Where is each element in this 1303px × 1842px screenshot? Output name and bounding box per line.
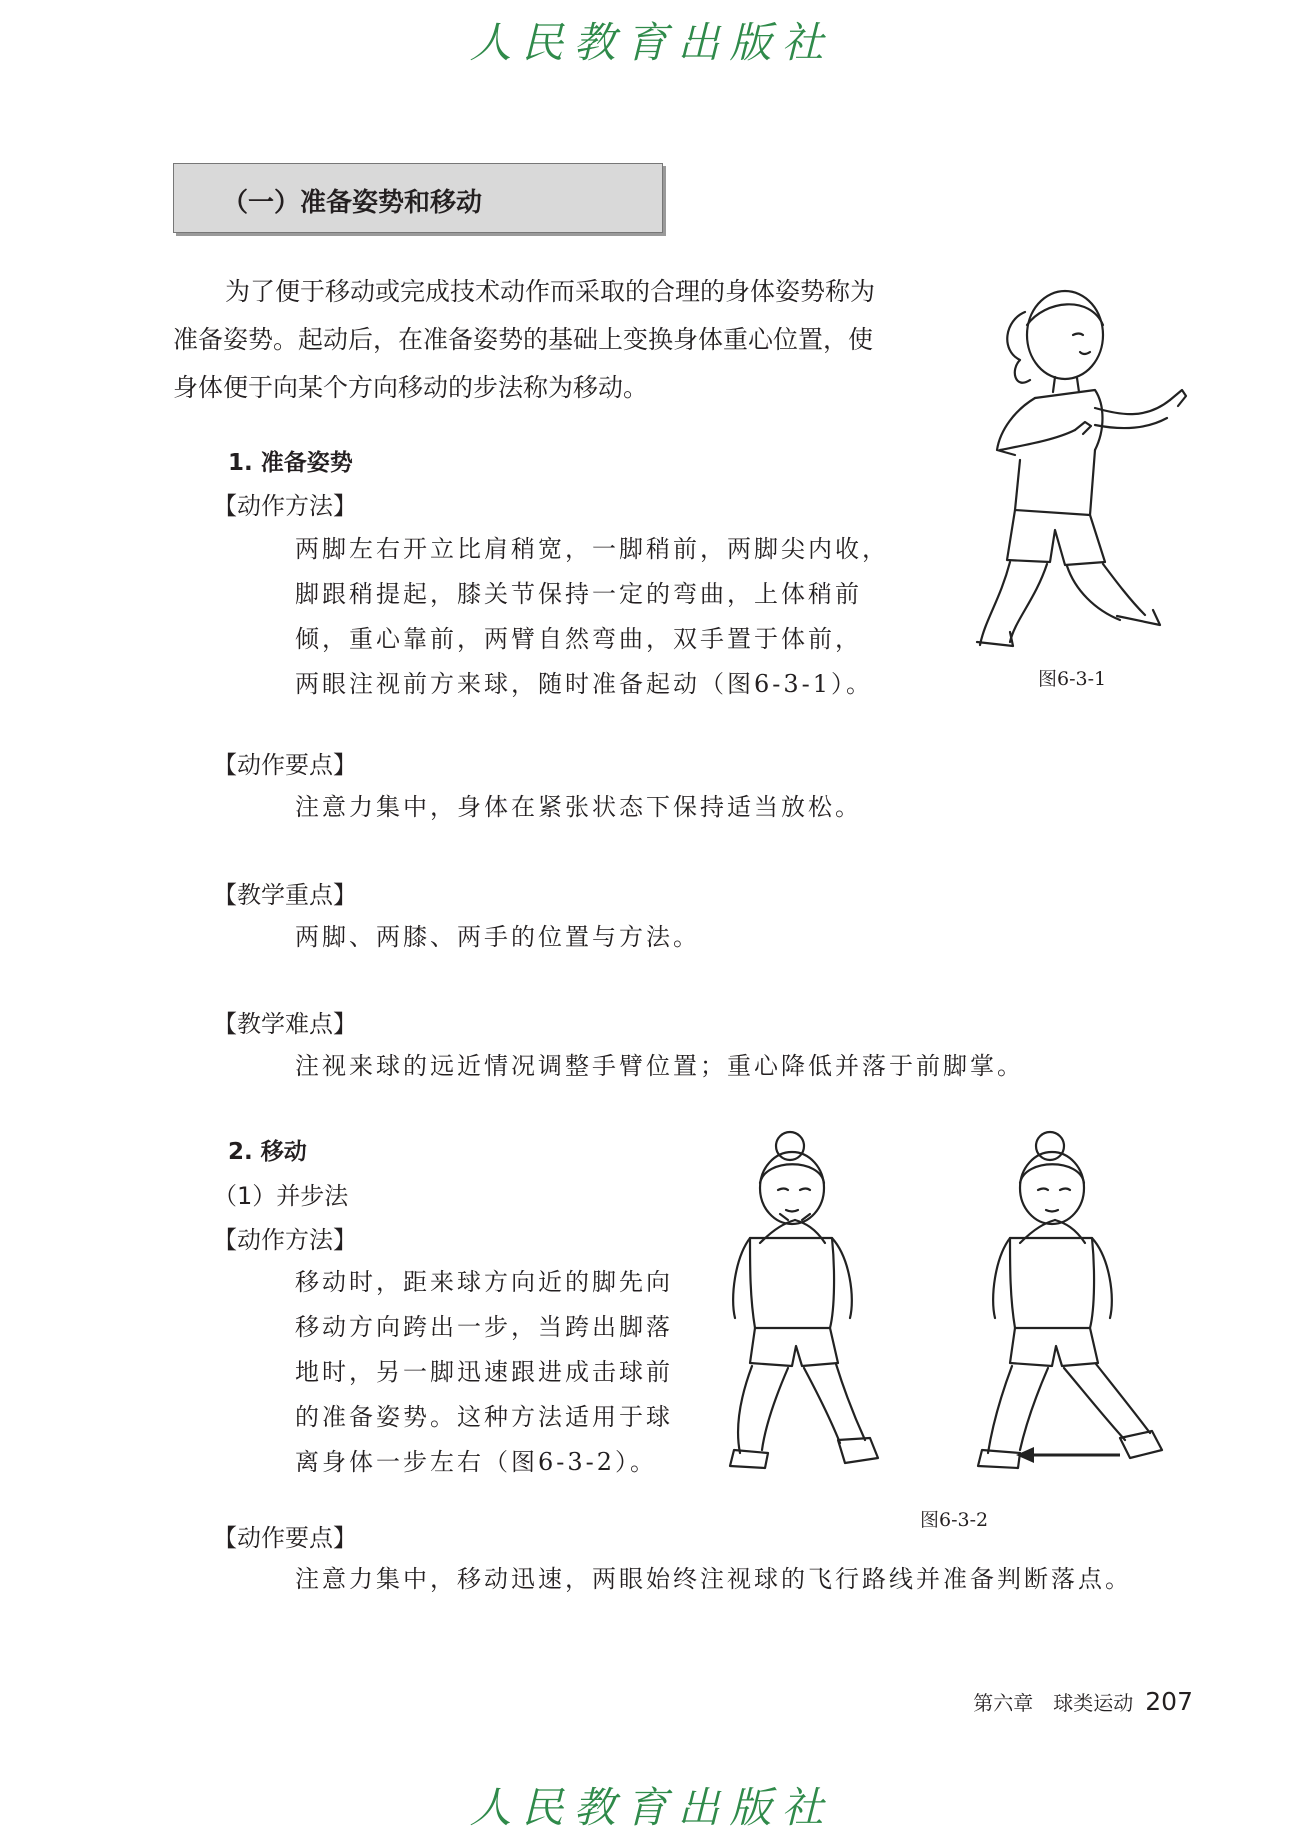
part2-method-line: 离身体一步左右（图6-3-2）。 bbox=[295, 1448, 658, 1476]
part1-method-text bbox=[295, 527, 945, 707]
publisher-logo-footer: 人民教育出版社 bbox=[469, 1783, 834, 1832]
figure-side-step bbox=[720, 1128, 1200, 1478]
figure-caption-6-3-2: 图6-3-2 bbox=[920, 1509, 989, 1531]
part1-focus-text: 两脚、两膝、两手的位置与方法。 bbox=[295, 923, 700, 951]
part1-focus-label: 【教学重点】 bbox=[213, 881, 357, 909]
intro-line-3: 身体便于向某个方向移动的步法称为移动。 bbox=[173, 373, 649, 402]
part2-method-line: 地时，另一脚迅速跟进成击球前 bbox=[295, 1358, 673, 1386]
part2-method-line: 的准备姿势。这种方法适用于球 bbox=[295, 1403, 673, 1431]
intro-line-1: 为了便于移动或完成技术动作而采取的合理的身体姿势称为 bbox=[225, 277, 876, 306]
part1-method-label: 【动作方法】 bbox=[213, 492, 357, 520]
part2-method-label: 【动作方法】 bbox=[213, 1226, 357, 1254]
page-footer bbox=[973, 1687, 1193, 1716]
part1-difficulty-label: 【教学难点】 bbox=[213, 1010, 357, 1038]
part2-key-text: 注意力集中，移动迅速，两眼始终注视球的飞行路线并准备判断落点。 bbox=[295, 1565, 1132, 1593]
part2-sub-heading: （1）并步法 bbox=[213, 1182, 349, 1210]
section-title: （一）准备姿势和移动 bbox=[222, 188, 483, 218]
chapter-label: 第六章 球类运动 bbox=[973, 1691, 1134, 1715]
side-step-figure-end bbox=[978, 1132, 1162, 1468]
part2-method-line: 移动时，距来球方向近的脚先向 bbox=[295, 1268, 673, 1296]
part1-key-label: 【动作要点】 bbox=[213, 751, 357, 779]
part1-method-line: 两脚左右开立比肩稍宽，一脚稍前，两脚尖内收， bbox=[295, 535, 889, 563]
side-step-figure-start bbox=[730, 1132, 878, 1468]
part2-method-text bbox=[295, 1260, 715, 1485]
page-number: 207 bbox=[1145, 1687, 1193, 1716]
figure-ready-posture bbox=[955, 280, 1195, 650]
part1-method-line: 两眼注视前方来球，随时准备起动（图6-3-1）。 bbox=[295, 670, 874, 698]
part2-key-label: 【动作要点】 bbox=[213, 1524, 357, 1552]
publisher-logo-header: 人民教育出版社 bbox=[469, 18, 834, 67]
figure-caption-6-3-1: 图6-3-1 bbox=[1038, 668, 1107, 690]
part2-heading: 2. 移动 bbox=[228, 1139, 307, 1165]
intro-paragraph bbox=[173, 268, 933, 412]
part1-key-text: 注意力集中，身体在紧张状态下保持适当放松。 bbox=[295, 793, 862, 821]
part1-method-line: 脚跟稍提起，膝关节保持一定的弯曲，上体稍前 bbox=[295, 580, 862, 608]
intro-line-2: 准备姿势。起动后，在准备姿势的基础上变换身体重心位置，使 bbox=[173, 325, 874, 354]
part1-difficulty-text: 注视来球的远近情况调整手臂位置；重心降低并落于前脚掌。 bbox=[295, 1052, 1024, 1080]
section-title-box bbox=[173, 163, 663, 233]
part1-heading: 1. 准备姿势 bbox=[228, 450, 353, 476]
part2-method-line: 移动方向跨出一步，当跨出脚落 bbox=[295, 1313, 673, 1341]
part1-method-line: 倾，重心靠前，两臂自然弯曲，双手置于体前， bbox=[295, 625, 862, 653]
